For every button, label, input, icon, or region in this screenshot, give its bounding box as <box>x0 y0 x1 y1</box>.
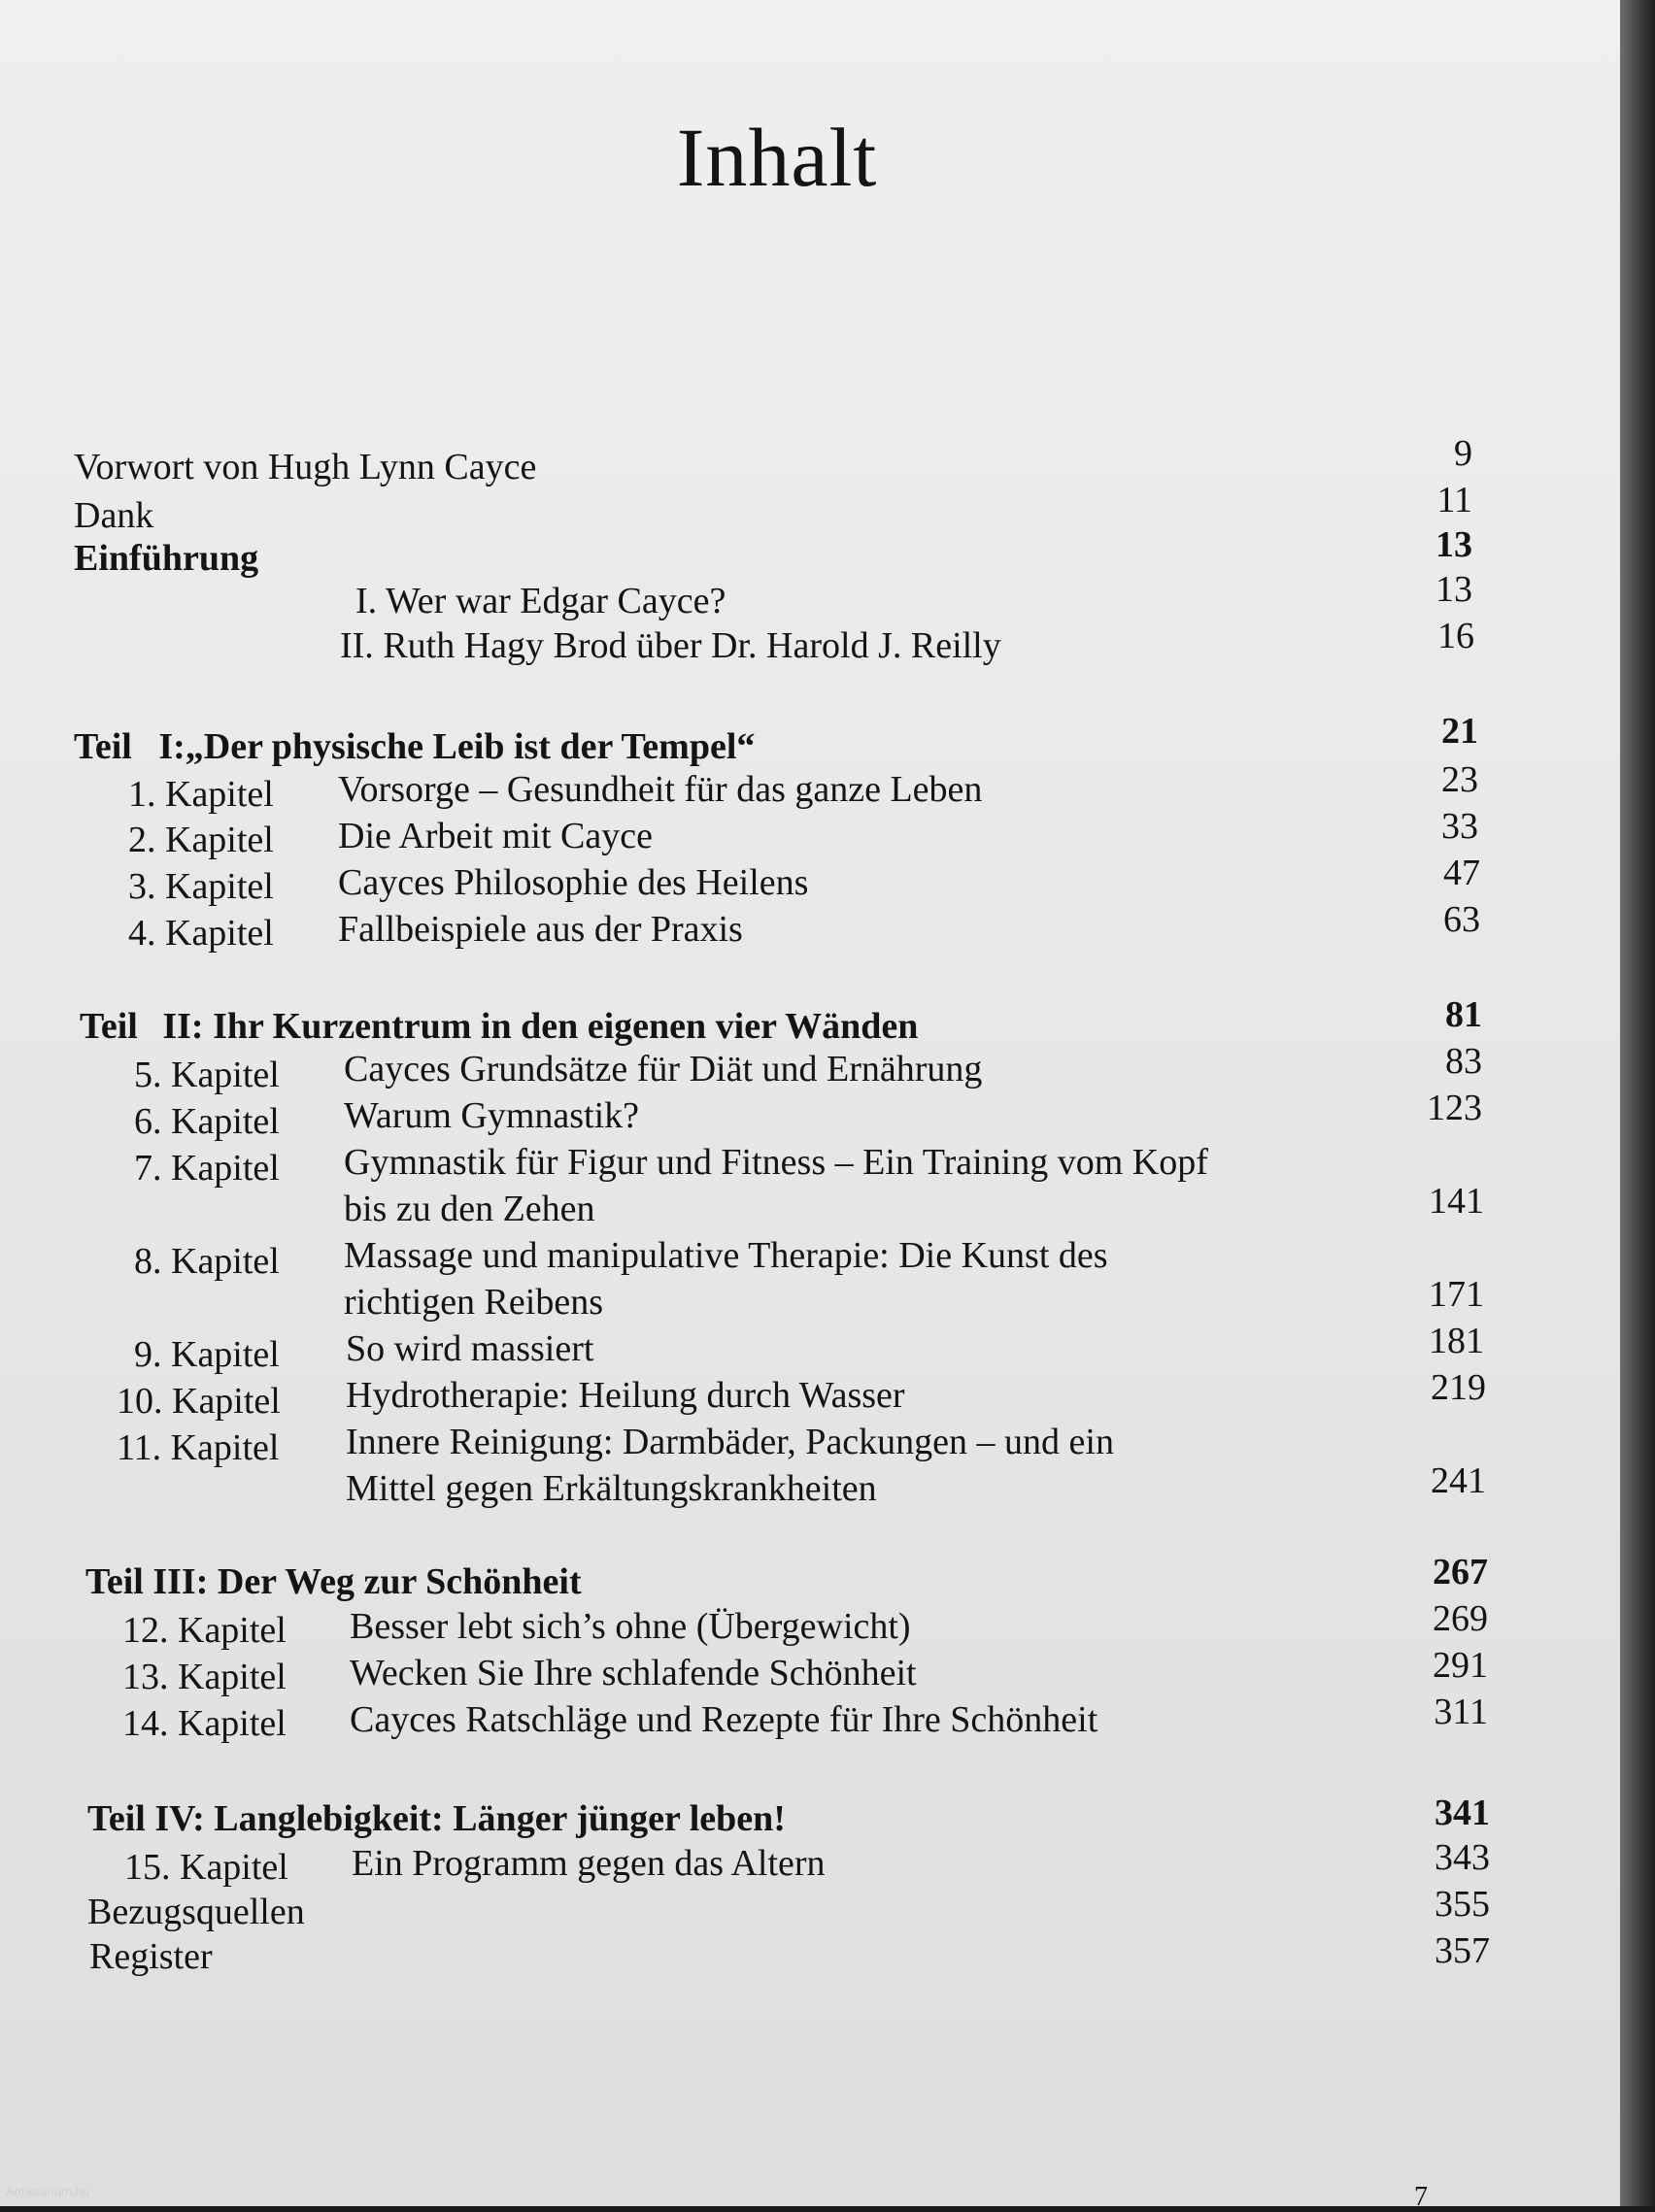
chapter-number: 13. Kapitel <box>122 1657 287 1697</box>
chapter-title: Gymnastik für Figur und Fitness – Ein Training vom Kopf <box>344 1142 1208 1183</box>
chapter-title-line2: richtigen Reibens <box>344 1282 603 1323</box>
chapter-number: 9. Kapitel <box>134 1334 280 1375</box>
chapter-page: 171 <box>1429 1274 1484 1315</box>
chapter-title: Cayces Philosophie des Heilens <box>338 862 809 903</box>
part-prefix: Teil <box>80 1006 138 1047</box>
toc-entry-einfuehrung: Einführung <box>74 538 259 579</box>
chapter-number: 8. Kapitel <box>134 1241 280 1282</box>
page-title: Inhalt <box>676 111 878 204</box>
page-number-teil-2: 81 <box>1445 994 1482 1035</box>
chapter-title: Cayces Grundsätze für Diät und Ernährung <box>344 1049 983 1089</box>
page-number-einfuehrung-1: 13 <box>1435 569 1472 610</box>
section-number: II. <box>340 625 374 666</box>
chapter-number: 14. Kapitel <box>122 1703 287 1744</box>
part-title: Der Weg zur Schönheit <box>217 1561 582 1602</box>
chapter-page: 23 <box>1441 759 1478 800</box>
chapter-title: Die Arbeit mit Cayce <box>338 816 653 856</box>
chapter-title: Vorsorge – Gesundheit für das ganze Leben <box>338 769 983 810</box>
chapter-number: 12. Kapitel <box>122 1610 287 1651</box>
chapter-page: 311 <box>1434 1692 1488 1732</box>
part-number: IV: <box>154 1798 205 1839</box>
part-title: Langlebigkeit: Länger jünger leben! <box>214 1798 786 1839</box>
chapter-page: 269 <box>1433 1598 1488 1639</box>
chapter-title: Warum Gymnastik? <box>344 1095 640 1136</box>
toc-entry-einfuehrung-1 <box>355 579 726 623</box>
chapter-title: Ein Programm gegen das Altern <box>352 1843 826 1884</box>
chapter-number: 4. Kapitel <box>128 913 274 954</box>
page-edge-shadow <box>1620 0 1655 2206</box>
part-number: II: <box>162 1006 204 1047</box>
chapter-page: 343 <box>1435 1837 1490 1878</box>
part-number: III: <box>152 1561 209 1602</box>
part-prefix: Teil <box>74 726 132 767</box>
chapter-page: 33 <box>1441 806 1478 847</box>
chapter-title-line2: Mittel gegen Erkältungskrankheiten <box>346 1468 877 1509</box>
chapter-title: Innere Reinigung: Darmbäder, Packungen – und ein <box>346 1422 1114 1462</box>
page-number: 7 <box>1414 2182 1428 2212</box>
page-number-einfuehrung: 13 <box>1435 524 1472 565</box>
toc-entry-register: Register <box>89 1936 213 1977</box>
page-number-einfuehrung-2: 16 <box>1437 616 1474 656</box>
part-prefix: Teil <box>87 1798 146 1839</box>
page-number-teil-1: 21 <box>1441 711 1478 752</box>
chapter-title: Hydrotherapie: Heilung durch Wasser <box>346 1375 905 1416</box>
chapter-page: 291 <box>1433 1645 1488 1686</box>
chapter-number: 5. Kapitel <box>134 1055 280 1095</box>
chapter-page: 123 <box>1427 1088 1482 1128</box>
page-number-teil-4: 341 <box>1435 1793 1490 1833</box>
part-title: Ihr Kurzentrum in den eigenen vier Wänden <box>213 1006 919 1047</box>
chapter-page: 219 <box>1431 1367 1486 1408</box>
chapter-title-line2: bis zu den Zehen <box>344 1189 595 1229</box>
chapter-title: So wird massiert <box>346 1328 594 1369</box>
chapter-number: 10. Kapitel <box>117 1381 281 1422</box>
page-number-dank: 11 <box>1436 480 1472 520</box>
chapter-title: Besser lebt sich’s ohne (Übergewicht) <box>350 1606 911 1647</box>
chapter-number: 7. Kapitel <box>134 1148 280 1189</box>
chapter-number: 11. Kapitel <box>117 1427 280 1468</box>
chapter-page: 47 <box>1443 853 1480 893</box>
section-number: I. <box>355 581 378 621</box>
part-number: I: <box>158 726 186 767</box>
toc-entry-vorwort: Vorwort von Hugh Lynn Cayce <box>74 447 537 487</box>
section-title: Wer war Edgar Cayce? <box>385 581 726 621</box>
chapter-title: Fallbeispiele aus der Praxis <box>338 909 743 950</box>
chapter-page: 181 <box>1429 1321 1484 1361</box>
chapter-number: 1. Kapitel <box>128 774 274 815</box>
part-heading-teil-1 <box>74 724 755 769</box>
chapter-number: 2. Kapitel <box>128 820 274 860</box>
chapter-number: 3. Kapitel <box>128 866 274 907</box>
page-number-teil-3: 267 <box>1433 1552 1488 1592</box>
section-title: Ruth Hagy Brod über Dr. Harold J. Reilly <box>383 625 1001 666</box>
chapter-number: 15. Kapitel <box>124 1847 288 1888</box>
part-heading-teil-3 <box>85 1559 582 1604</box>
chapter-page: 83 <box>1445 1041 1482 1082</box>
chapter-title: Massage und manipulative Therapie: Die Kunst des <box>344 1235 1108 1276</box>
toc-entry-einfuehrung-2 <box>340 623 1001 668</box>
part-heading-teil-2 <box>80 1004 918 1049</box>
chapter-page: 241 <box>1431 1460 1486 1501</box>
chapter-number: 6. Kapitel <box>134 1101 280 1142</box>
part-title: „Der physische Leib ist der Tempel“ <box>185 726 756 767</box>
chapter-page: 141 <box>1429 1181 1484 1222</box>
toc-entry-bezugsquellen: Bezugsquellen <box>87 1892 305 1932</box>
watermark: Antikvárium.hu <box>6 2184 89 2198</box>
toc-entry-dank: Dank <box>74 495 154 536</box>
page-number-register: 357 <box>1435 1930 1490 1971</box>
chapter-page: 63 <box>1443 899 1480 940</box>
part-heading-teil-4 <box>87 1796 786 1841</box>
page-number-bezugsquellen: 355 <box>1435 1884 1490 1925</box>
part-prefix: Teil <box>85 1561 144 1602</box>
page-number-vorwort: 9 <box>1454 433 1472 474</box>
chapter-title: Cayces Ratschläge und Rezepte für Ihre Schönheit <box>350 1699 1098 1740</box>
chapter-title: Wecken Sie Ihre schlafende Schönheit <box>350 1653 917 1693</box>
